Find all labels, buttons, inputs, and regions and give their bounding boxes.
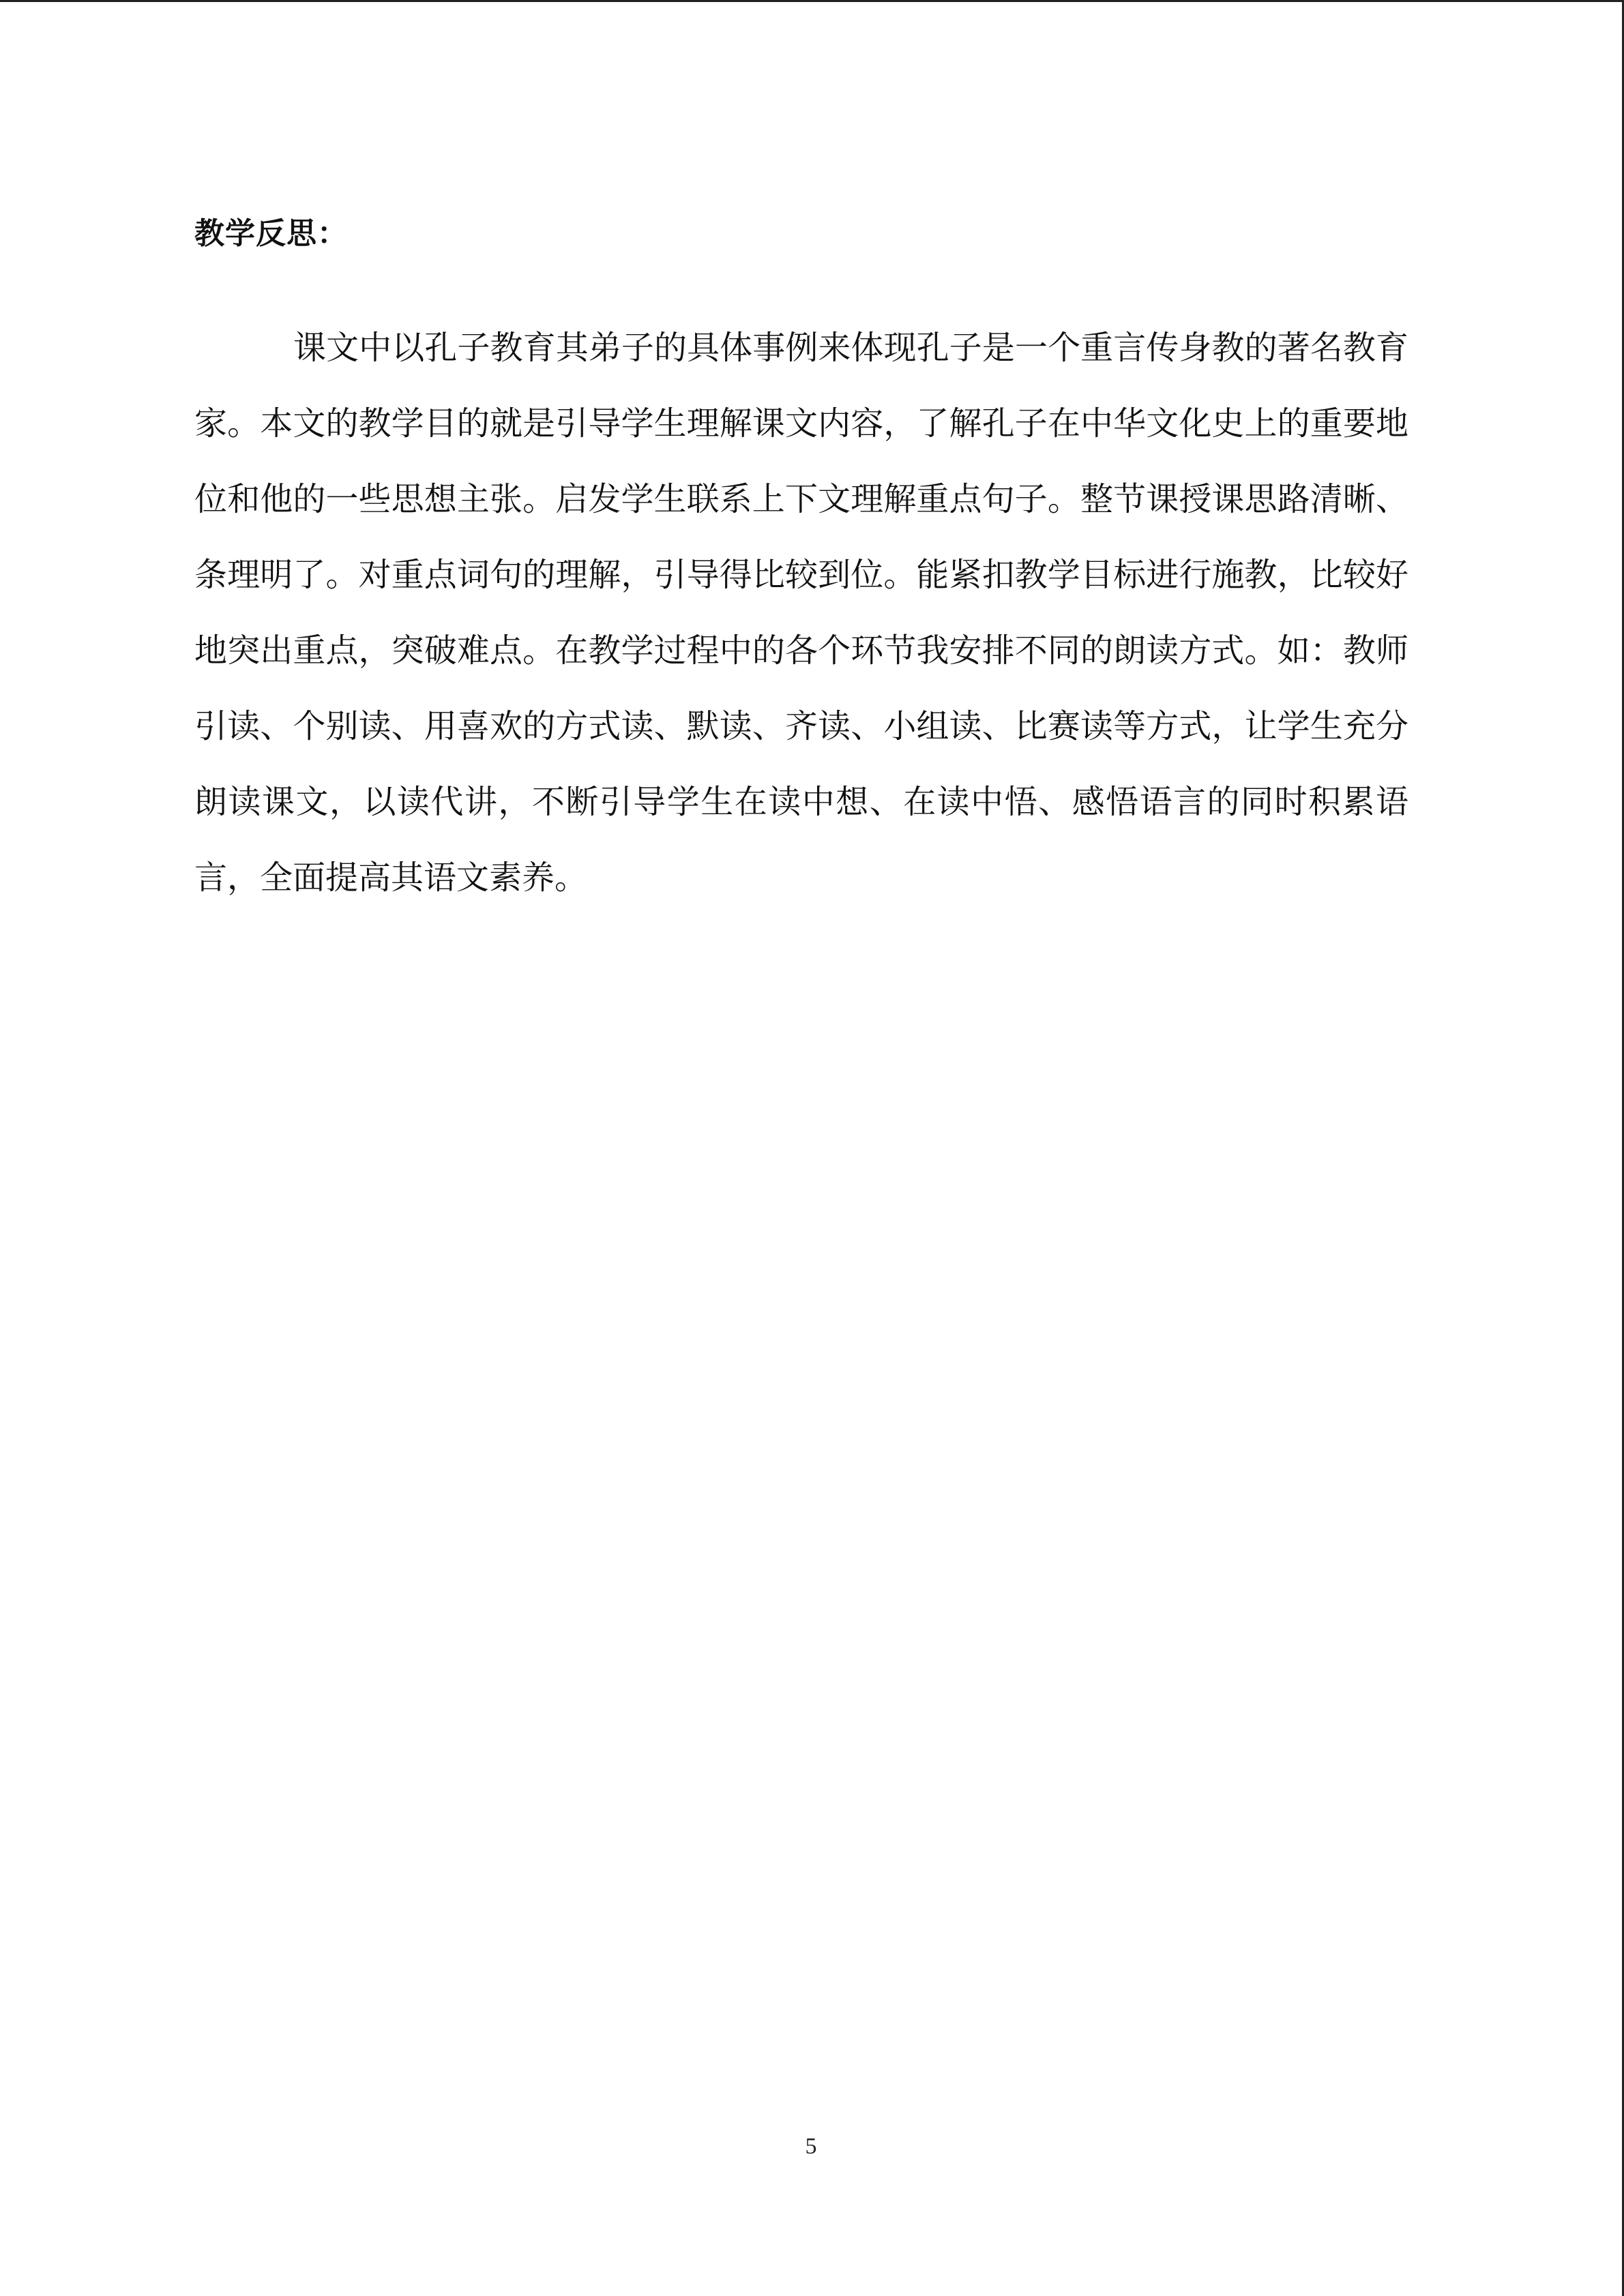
page-number: 5 bbox=[805, 2134, 817, 2159]
section-heading: 教学反思： bbox=[194, 216, 348, 251]
page-content bbox=[194, 207, 1408, 916]
body-paragraph: 课文中以孔子教育其弟子的具体事例来体现孔子是一个重言传身教的著名教育家。本文的教学目的就是引导学生理解课文内容，了解孔子在中华文化史上的重要地位和他的一些思想主张。启发学生联系上下文理解重点句子。整节课授课思路清晰、条理明了。对重点词句的理解，引导得比较到位。能紧扣教学目标进行施教，比较好地突出重点，突破难点。在教学过程中的各个环节我安排不同的朗读方式。如：教师引读、个别读、用喜欢的方式读、默读、齐读、小组读、比赛读等方式，让学生充分朗读课文，以读代讲，不断引导学生在读中想、在读中悟、感悟语言的同时积累语言，全面提高其语文素养。 bbox=[194, 329, 1408, 897]
